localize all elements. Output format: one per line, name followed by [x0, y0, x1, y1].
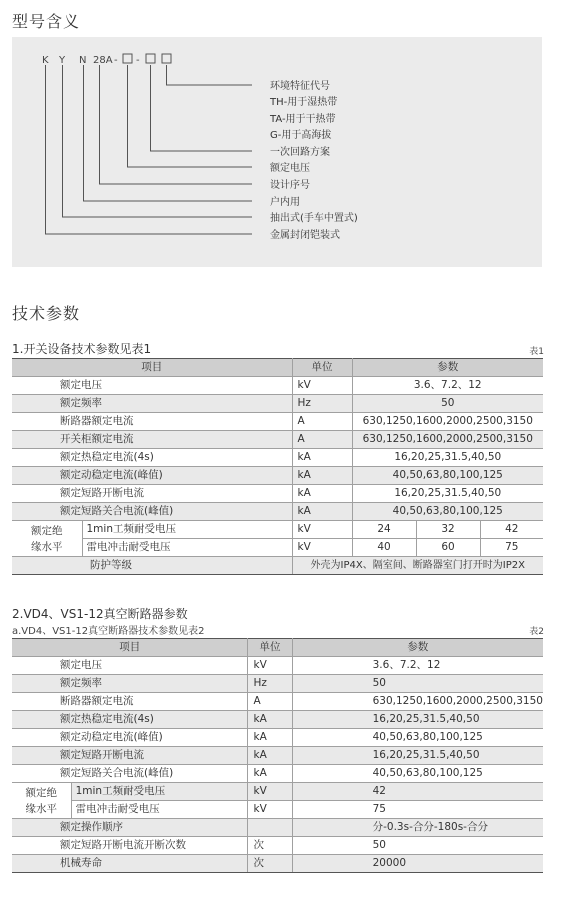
table1-item: 开关柜额定电流 — [12, 431, 292, 449]
table2-unit: 次 — [248, 855, 292, 873]
table1-unit: A — [292, 413, 352, 431]
table-row — [12, 449, 543, 467]
table1-unit: kV — [292, 521, 352, 539]
table2-item: 额定动稳定电流(峰值) — [12, 729, 248, 747]
model-diagram-box — [12, 37, 542, 267]
table2-value: 75 — [292, 801, 543, 819]
table-row — [12, 729, 543, 747]
label-metal-enclosed: 金属封闭铠装式 — [270, 230, 340, 241]
table1-value: 40,50,63,80,100,125 — [352, 467, 543, 485]
table-row — [12, 431, 543, 449]
table2-value: 16,20,25,31.5,40,50 — [292, 711, 543, 729]
table2-unit: kV — [248, 801, 292, 819]
table1-header-unit: 单位 — [292, 359, 352, 377]
table1-value: 630,1250,1600,2000,2500,3150 — [352, 413, 543, 431]
table2-item: 额定电压 — [12, 657, 248, 675]
table-row — [12, 395, 543, 413]
table2-title: 2.VD4、VS1-12真空断路器参数 — [12, 607, 188, 621]
table1-header-row — [12, 359, 543, 377]
model-code-diagram — [12, 37, 542, 267]
code-char-n: N — [79, 55, 87, 66]
table1-item: 雷电冲击耐受电压 — [82, 539, 292, 557]
table2-item: 机械寿命 — [12, 855, 248, 873]
table-row — [12, 467, 543, 485]
table-row — [12, 819, 543, 837]
code-connector-lines — [46, 65, 253, 234]
table2-item: 断路器额定电流 — [12, 693, 248, 711]
label-rated-voltage: 额定电压 — [270, 163, 310, 174]
table2-unit: kV — [248, 657, 292, 675]
table1-value: 42 — [480, 521, 543, 539]
table1-unit: Hz — [292, 395, 352, 413]
table1-value: 75 — [480, 539, 543, 557]
label-th: TH-用于湿热带 — [270, 97, 338, 108]
table2-header-item: 项目 — [12, 639, 248, 657]
label-ta: TA-用于干热带 — [270, 114, 336, 125]
label-env-code: 环境特征代号 — [270, 81, 330, 92]
table2-unit: Hz — [248, 675, 292, 693]
table2-unit: kA — [248, 729, 292, 747]
table-row — [12, 801, 543, 819]
table1-item: 额定电压 — [12, 377, 292, 395]
table1-value: 630,1250,1600,2000,2500,3150 — [352, 431, 543, 449]
table-row — [12, 485, 543, 503]
table2-header-param: 参数 — [292, 639, 543, 657]
table-row — [12, 693, 543, 711]
table2-item: 额定频率 — [12, 675, 248, 693]
table-row — [12, 675, 543, 693]
table-row — [12, 539, 543, 557]
table2-value: 分-0.3s-合分-180s-合分 — [292, 819, 543, 837]
table2-item: 额定操作顺序 — [12, 819, 248, 837]
table2-insulation-group: 额定绝 缘水平 — [12, 783, 71, 819]
table1-item: 断路器额定电流 — [12, 413, 292, 431]
table2-unit: kA — [248, 747, 292, 765]
table1-value: 24 — [352, 521, 416, 539]
table1-header-param: 参数 — [352, 359, 543, 377]
table1-value: 40 — [352, 539, 416, 557]
code-char-y: Y — [59, 55, 66, 66]
model-meaning-title: 型号含义 — [12, 12, 81, 31]
table2-number: 表2 — [529, 627, 544, 637]
table1-item: 额定短路关合电流(峰值) — [12, 503, 292, 521]
table2-item: 雷电冲击耐受电压 — [71, 801, 248, 819]
table2-caption: a.VD4、VS1-12真空断路器技术参数见表2 — [12, 626, 205, 637]
table2-unit: kV — [248, 783, 292, 801]
table1-value: 40,50,63,80,100,125 — [352, 503, 543, 521]
table1-unit: kA — [292, 503, 352, 521]
table1-value: 3.6、7.2、12 — [352, 377, 543, 395]
table-row — [12, 765, 543, 783]
table1-number: 表1 — [529, 347, 544, 357]
table2-header-row — [12, 639, 543, 657]
table1-value: 16,20,25,31.5,40,50 — [352, 449, 543, 467]
table2-value: 20000 — [292, 855, 543, 873]
table1-caption: 1.开关设备技术参数见表1 — [12, 342, 152, 356]
table2-value: 40,50,63,80,100,125 — [292, 729, 543, 747]
code-char-k: K — [42, 55, 49, 66]
table2-value: 3.6、7.2、12 — [292, 657, 543, 675]
table-row — [12, 413, 543, 431]
table2-item: 1min工频耐受电压 — [71, 783, 248, 801]
table1-item: 1min工频耐受电压 — [82, 521, 292, 539]
table1-unit: kV — [292, 539, 352, 557]
table2 — [12, 638, 543, 873]
table-row — [12, 747, 543, 765]
label-design-serial: 设计序号 — [270, 180, 310, 191]
table1 — [12, 358, 543, 575]
table2-value: 40,50,63,80,100,125 — [292, 765, 543, 783]
code-char-dash-1: - — [114, 55, 118, 66]
table1-unit: A — [292, 431, 352, 449]
label-g: G-用于高海拔 — [270, 130, 332, 141]
table-row — [12, 503, 543, 521]
table2-header-unit: 单位 — [248, 639, 292, 657]
table1-item: 额定频率 — [12, 395, 292, 413]
table2-unit: kA — [248, 765, 292, 783]
table1-insulation-group: 额定绝 缘水平 — [12, 521, 82, 557]
table1-value: 外壳为IP4X、隔室间、断路器室门打开时为IP2X — [292, 557, 543, 575]
tech-params-title: 技术参数 — [12, 304, 81, 323]
table2-item: 额定短路开断电流 — [12, 747, 248, 765]
table1-unit: kA — [292, 485, 352, 503]
table1-value: 50 — [352, 395, 543, 413]
table2-value: 50 — [292, 675, 543, 693]
table-row — [12, 783, 543, 801]
table-row — [12, 657, 543, 675]
table1-unit: kV — [292, 377, 352, 395]
code-char-28a: 28A — [93, 55, 113, 66]
table-row — [12, 837, 543, 855]
label-withdrawable: 抽出式(手车中置式) — [270, 213, 358, 224]
code-box-3 — [162, 54, 171, 63]
table1-item: 防护等级 — [12, 557, 292, 575]
label-primary-circuit: 一次回路方案 — [270, 147, 330, 158]
table-row — [12, 521, 543, 539]
table2-value: 16,20,25,31.5,40,50 — [292, 747, 543, 765]
table-row — [12, 557, 543, 575]
table2-value: 50 — [292, 837, 543, 855]
code-box-2 — [146, 54, 155, 63]
code-box-1 — [123, 54, 132, 63]
table1-item: 额定短路开断电流 — [12, 485, 292, 503]
table-row — [12, 377, 543, 395]
table1-value: 32 — [416, 521, 480, 539]
table1-value: 60 — [416, 539, 480, 557]
table2-unit: 次 — [248, 837, 292, 855]
table-row — [12, 711, 543, 729]
table1-item: 额定动稳定电流(峰值) — [12, 467, 292, 485]
table1-unit: kA — [292, 449, 352, 467]
table1-header-item: 项目 — [12, 359, 292, 377]
table2-value: 42 — [292, 783, 543, 801]
table2-item: 额定热稳定电流(4s) — [12, 711, 248, 729]
label-indoor: 户内用 — [270, 197, 300, 208]
table2-value: 630,1250,1600,2000,2500,3150 — [292, 693, 543, 711]
table1-item: 额定热稳定电流(4s) — [12, 449, 292, 467]
table-row — [12, 855, 543, 873]
table1-unit: kA — [292, 467, 352, 485]
table1-value: 16,20,25,31.5,40,50 — [352, 485, 543, 503]
table2-unit — [248, 819, 292, 837]
table2-unit: A — [248, 693, 292, 711]
table2-item: 额定短路开断电流开断次数 — [12, 837, 248, 855]
table2-unit: kA — [248, 711, 292, 729]
table2-item: 额定短路关合电流(峰值) — [12, 765, 248, 783]
code-char-dash-2: - — [136, 55, 140, 66]
